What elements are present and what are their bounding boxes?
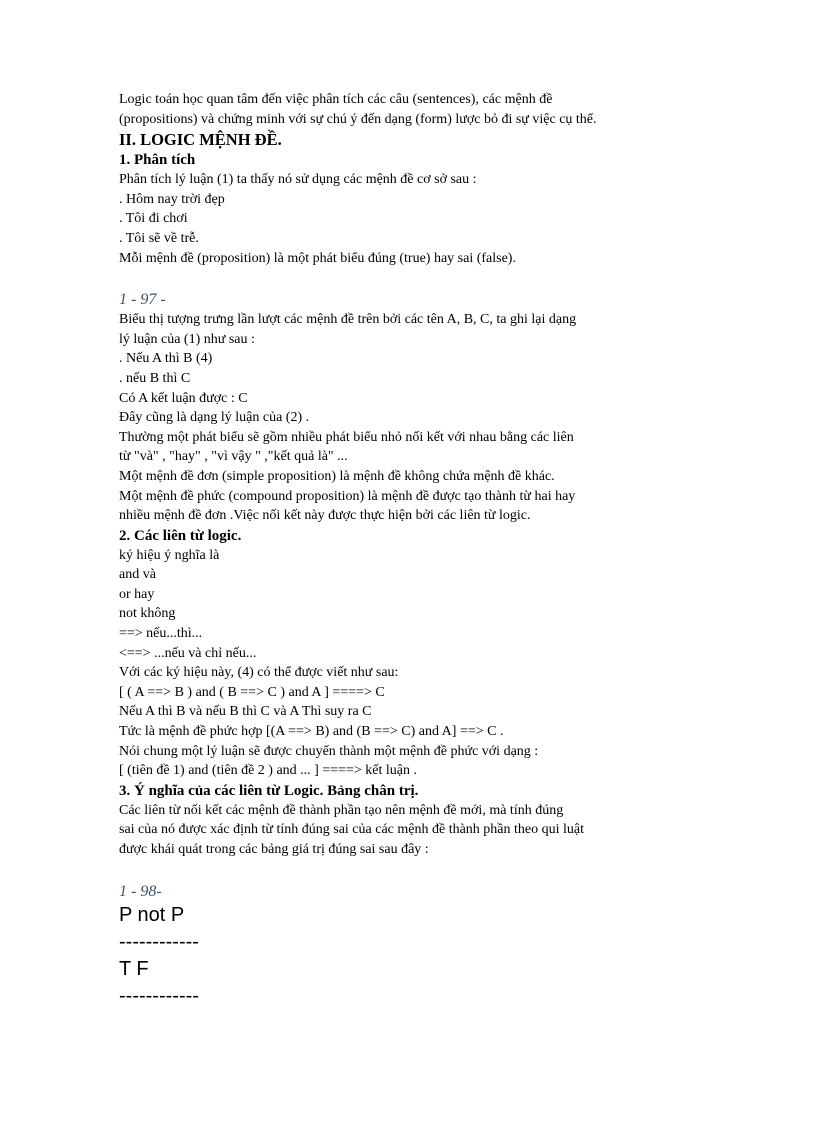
page-number-label: 1 - 98-: [119, 882, 162, 900]
text-line: lý luận của (1) như sau :: [119, 331, 255, 347]
text-line: Có A kết luận được : C: [119, 390, 248, 406]
text-line: Các liên từ nối kết các mệnh đề thành phần tạo nên mệnh đề mới, mà tính đúng: [119, 802, 564, 818]
text-line: Logic toán học quan tâm đến việc phân tích các câu (sentences), các mệnh đề: [119, 92, 553, 107]
text-line: Thường một phát biểu sẽ gồm nhiều phát biểu nhỏ nối kết với nhau bằng các liên: [119, 429, 574, 445]
text-line: ==> nếu...thì...: [119, 626, 203, 642]
truth-table-paragraph: [119, 801, 679, 860]
subsection-heading-truth-table: 3. Ý nghĩa của các liên từ Logic. Bảng chân trị.: [119, 782, 419, 799]
text-line: . Tôi sẽ về trễ.: [119, 230, 199, 246]
subsection-heading-connectives: 2. Các liên từ logic.: [119, 527, 242, 544]
text-line: . Hôm nay trời đẹp: [119, 191, 225, 207]
text-line: Biểu thị tượng trưng lần lượt các mệnh đề trên bởi các tên A, B, C, ta ghi lại dạng: [119, 312, 577, 328]
text-line: Với các ký hiệu này, (4) có thể được viết như sau:: [119, 665, 399, 681]
analysis-paragraph: [119, 170, 679, 268]
text-line: ký hiệu ý nghĩa là: [119, 547, 220, 563]
text-line: Một mệnh đề phức (compound proposition) là mệnh đề được tạo thành từ hai hay: [119, 488, 576, 504]
text-line: [ ( A ==> B ) and ( B ==> C ) and A ] ====> C: [119, 684, 385, 700]
text-line: Một mệnh đề đơn (simple proposition) là mệnh đề không chứa mệnh đề khác.: [119, 468, 555, 484]
text-line: Đây cũng là dạng lý luận của (2) .: [119, 410, 310, 426]
text-line: từ "và" , "hay" , "vì vậy " ,"kết quả là" ...: [119, 449, 348, 465]
text-line: Phân tích lý luận (1) ta thấy nó sử dụng các mệnh đề cơ sở sau :: [119, 172, 477, 188]
text-line: Nói chung một lý luận sẽ được chuyển thành một mệnh đề phức với dạng :: [119, 743, 539, 759]
text-line: (propositions) và chứng minh với sự chú ý đến dạng (form) lược bỏ đi sự việc cụ thể.: [119, 111, 597, 127]
text-line: được khái quát trong các bảng giá trị đúng sai sau đây :: [119, 842, 429, 857]
truth-table-separator: ------------: [119, 930, 199, 953]
text-line: . nếu B thì C: [119, 370, 191, 386]
text-line: sai của nó được xác định từ tính đúng sai của các mệnh đề thành phần theo qui luật: [119, 822, 585, 838]
text-line: Mỗi mệnh đề (proposition) là một phát biểu đúng (true) hay sai (false).: [119, 250, 516, 266]
section-heading: II. LOGIC MỆNH ĐỀ.: [119, 130, 282, 150]
subsection-heading-analysis: 1. Phân tích: [119, 152, 196, 169]
text-line: nhiều mệnh đề đơn .Việc nối kết này được thực hiện bởi các liên từ logic.: [119, 508, 531, 524]
connectives-paragraph: [119, 546, 679, 781]
intro-paragraph: [119, 90, 679, 129]
text-line: or hay: [119, 586, 155, 602]
text-line: Nếu A thì B và nếu B thì C và A Thì suy ra C: [119, 704, 372, 720]
text-line: <==> ...nếu và chỉ nếu...: [119, 645, 257, 661]
truth-table-separator: ------------: [119, 984, 199, 1007]
text-line: . Tôi đi chơi: [119, 211, 188, 227]
text-line: [ (tiên đề 1) and (tiên đề 2 ) and ... ] ====> kết luận .: [119, 763, 417, 779]
page-number-label: 1 - 97 -: [119, 291, 166, 309]
text-line: Tức là mệnh đề phức hợp [(A ==> B) and (B ==> C) and A] ==> C .: [119, 724, 504, 740]
text-line: . Nếu A thì B (4): [119, 351, 213, 367]
truth-table-not: [119, 902, 679, 1010]
truth-table-row: T F: [119, 957, 149, 980]
text-line: not không: [119, 606, 176, 622]
truth-table-header: P not P: [119, 903, 185, 926]
text-line: and và: [119, 567, 156, 583]
symbolic-paragraph: [119, 310, 679, 526]
document-page: [119, 90, 679, 1010]
